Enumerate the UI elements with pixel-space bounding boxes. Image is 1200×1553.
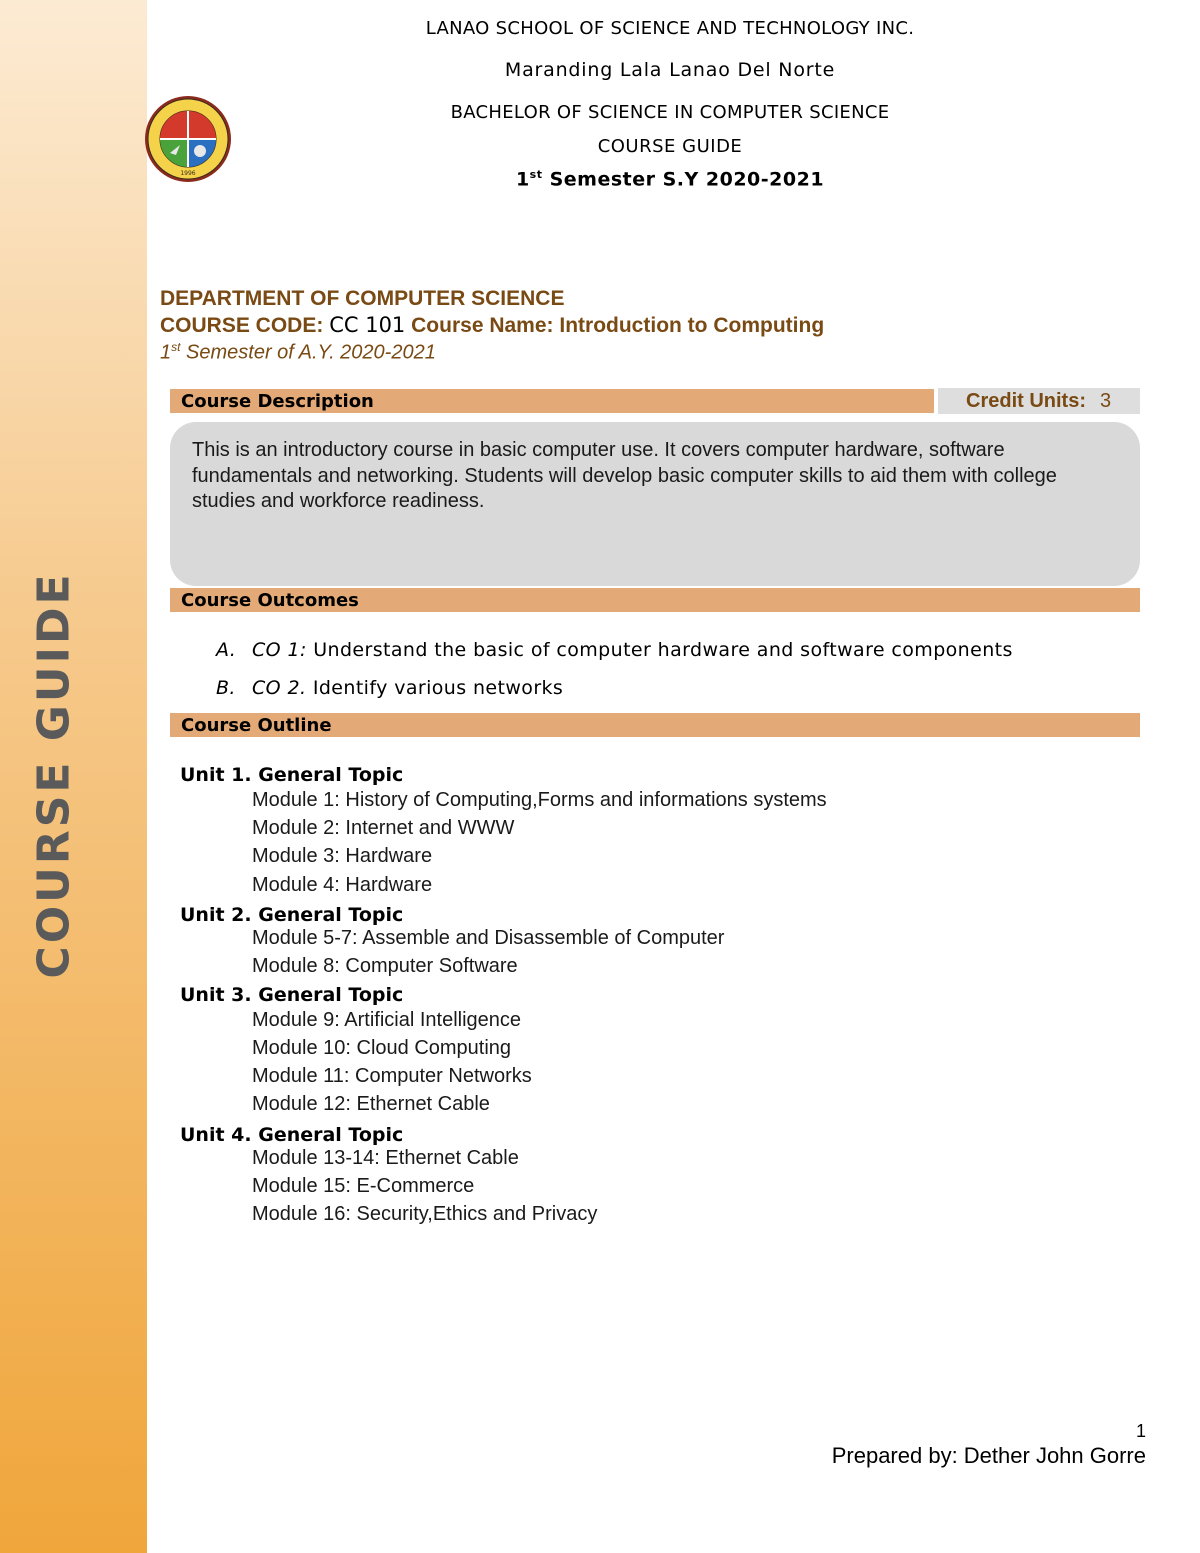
module-item: Module 5-7: Assemble and Disassemble of Computer [252, 927, 725, 949]
course-outline-heading: Course Outline [181, 715, 332, 736]
department-title: DEPARTMENT OF COMPUTER SCIENCE [160, 287, 565, 310]
module-item: Module 3: Hardware [252, 845, 433, 867]
course-description-text: This is an introductory course in basic computer use. It covers computer hardware, software fundamentals and networking. Students will develop basic computer skills to aid them with college studies and workforce readiness. [170, 422, 1140, 586]
credit-units-box [938, 388, 1140, 414]
program-name: BACHELOR OF SCIENCE IN COMPUTER SCIENCE [450, 102, 890, 123]
unit-title: Unit 1. General Topic [180, 764, 404, 786]
module-item: Module 1: History of Computing,Forms and informations systems [252, 789, 827, 811]
unit-title: Unit 3. General Topic [180, 984, 404, 1006]
sidebar-band [0, 0, 147, 1553]
course-description-bar [170, 389, 934, 413]
course-semester: 1st Semester of A.Y. 2020-2021 [160, 340, 436, 364]
module-item: Module 8: Computer Software [252, 955, 518, 977]
prepared-by: Prepared by: Dether John Gorre [831, 1443, 1146, 1468]
module-item: Module 11: Computer Networks [252, 1065, 532, 1087]
logo-year: 1996 [180, 170, 196, 177]
module-item: Module 12: Ethernet Cable [252, 1093, 490, 1115]
module-item: Module 2: Internet and WWW [252, 817, 515, 839]
module-item: Module 4: Hardware [252, 874, 433, 896]
outcome-item: A. CO 1: Understand the basic of computer hardware and software components [216, 639, 1013, 661]
unit-title: Unit 2. General Topic [180, 904, 404, 926]
header-semester: 1st Semester S.Y 2020-2021 [515, 168, 825, 191]
module-item: Module 13-14: Ethernet Cable [252, 1147, 519, 1169]
course-code-line: COURSE CODE: CC 101 Course Name: Introduction to Computing [160, 313, 825, 337]
module-item: Module 15: E-Commerce [252, 1175, 475, 1197]
course-description-heading: Course Description [181, 391, 374, 412]
document-type: COURSE GUIDE [597, 136, 743, 157]
course-outline-bar [170, 713, 1140, 737]
unit-title: Unit 4. General Topic [180, 1124, 404, 1146]
school-address: Maranding Lala Lanao Del Norte [504, 59, 836, 81]
module-item: Module 10: Cloud Computing [252, 1037, 512, 1059]
credit-units-label: Credit Units: [966, 390, 1086, 412]
outcome-item: B. CO 2. Identify various networks [216, 677, 564, 699]
course-outcomes-bar [170, 588, 1140, 612]
school-name: LANAO SCHOOL OF SCIENCE AND TECHNOLOGY INC. [425, 18, 915, 39]
credit-units-value: 3 [1100, 390, 1112, 412]
module-item: Module 9: Artificial Intelligence [252, 1009, 522, 1031]
page-number: 1 [1135, 1421, 1146, 1441]
sidebar-title: COURSE GUIDE [28, 571, 80, 979]
school-seal-logo [140, 95, 236, 183]
course-outcomes-heading: Course Outcomes [181, 590, 359, 611]
module-item: Module 16: Security,Ethics and Privacy [252, 1203, 598, 1225]
